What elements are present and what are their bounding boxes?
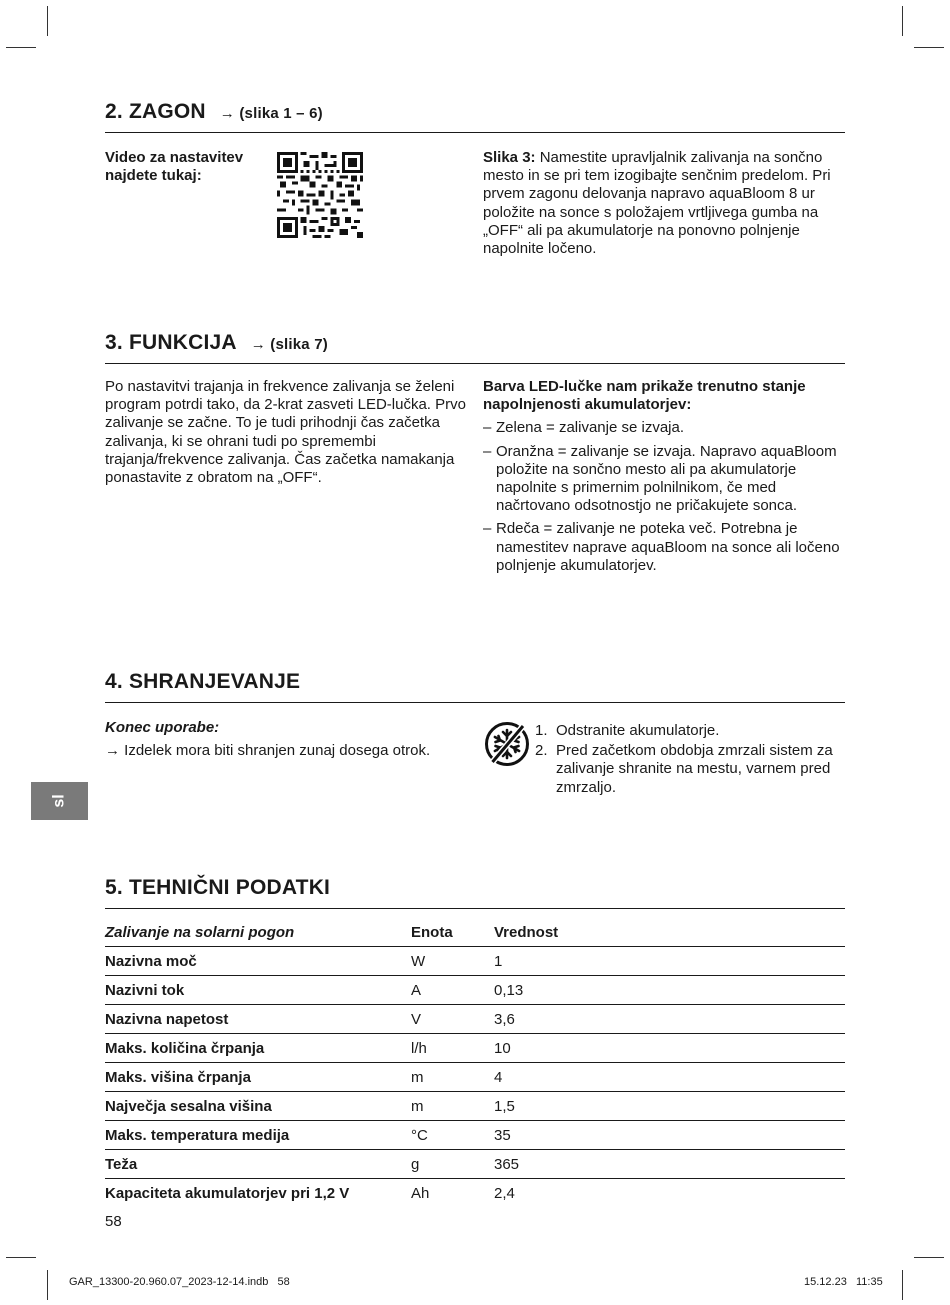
end-of-use-label: Konec uporabe: bbox=[105, 719, 220, 736]
section-rule bbox=[105, 908, 845, 909]
section-ref: → (slika 1 – 6) bbox=[219, 105, 323, 122]
section-ref: → (slika 7) bbox=[250, 336, 328, 353]
crop-mark bbox=[914, 1257, 944, 1258]
table-row: Maks. višina črpanja m 4 bbox=[105, 1063, 845, 1092]
storage-steps bbox=[535, 722, 845, 799]
table-row: Teža g 365 bbox=[105, 1150, 845, 1179]
page-number: 58 bbox=[105, 1213, 122, 1230]
no-frost-icon bbox=[484, 721, 530, 767]
section-title-shranjevanje: 4. SHRANJEVANJE bbox=[105, 670, 301, 693]
list-item: 2. Pred začetkom obdobja zmrzali sistem za zalivanje shranite na mestu, varnem pred zmrzaljo. bbox=[535, 742, 833, 796]
table-row: Maks. količina črpanja l/h 10 bbox=[105, 1034, 845, 1063]
table-header-row bbox=[105, 918, 845, 947]
language-tab: sl bbox=[31, 782, 88, 820]
footer-date: 15.12.23 11:35 bbox=[804, 1276, 883, 1288]
crop-mark bbox=[914, 47, 944, 48]
section-rule bbox=[105, 132, 845, 133]
crop-mark bbox=[47, 6, 48, 36]
video-label: Video za nastavitev najdete tukaj: bbox=[105, 149, 244, 185]
crop-mark bbox=[6, 1257, 36, 1258]
funkcija-paragraph: Po nastavitvi trajanja in frekvence zalivanja se želeni program potrdi tako, da 2-krat zasveti LED-lučka. Prvo zalivanje se začne. To je tudi prihodnji čas začetka zalivanja, ki se ohrani tudi po spremembi trajanja/frekvence zalivanja. Čas začetka namakanja ponastavite z obratom na „OFF“. bbox=[105, 378, 466, 487]
crop-mark bbox=[902, 6, 903, 36]
slika-text: Namestite upravljalnik zalivanja na sončno mesto in se pri tem izogibajte senčnim predelom. Pri prvem zagonu delovanja napravo aquaBloom 8 ur položite na sonce s položajem vrtljivega gumba na „OFF“ ali pa akumulatorje na ponovno polnjenje napolnite ločeno. bbox=[483, 149, 831, 258]
table-row: Največja sesalna višina m 1,5 bbox=[105, 1092, 845, 1121]
crop-mark bbox=[47, 1270, 48, 1300]
led-list bbox=[483, 419, 848, 575]
slika-label: Slika 3: bbox=[483, 149, 536, 166]
column-header: Enota bbox=[411, 918, 494, 947]
section-title-tehnicni: 5. TEHNIČNI PODATKI bbox=[105, 876, 331, 899]
column-header: Zalivanje na solarni pogon bbox=[105, 918, 411, 947]
table-row: Nazivni tok A 0,13 bbox=[105, 976, 845, 1005]
qr-code-icon[interactable] bbox=[277, 152, 363, 238]
table-row: Maks. temperatura medija °C 35 bbox=[105, 1121, 845, 1150]
list-item: – Rdeča = zalivanje ne poteka več. Potrebna je namestitev naprave aquaBloom na sonce ali ločeno polnjenje akumulatorjev. bbox=[483, 520, 840, 574]
end-of-use-text: → Izdelek mora biti shranjen zunaj dosega otrok. bbox=[105, 742, 431, 759]
table-row: Nazivna moč W 1 bbox=[105, 947, 845, 976]
table-row: Nazivna napetost V 3,6 bbox=[105, 1005, 845, 1034]
section-rule bbox=[105, 363, 845, 364]
list-item: – Zelena = zalivanje se izvaja. bbox=[483, 419, 685, 437]
slika-3-paragraph bbox=[483, 149, 848, 258]
list-item: 1. Odstranite akumulatorje. bbox=[535, 722, 720, 739]
crop-mark bbox=[6, 47, 36, 48]
led-color-block bbox=[483, 378, 848, 580]
section-title-zagon: 2. ZAGON → (slika 1 – 6) bbox=[105, 100, 323, 123]
section-rule bbox=[105, 702, 845, 703]
table-row: Kapaciteta akumulatorjev pri 1,2 V Ah 2,4 bbox=[105, 1184, 515, 1202]
tech-data-table bbox=[105, 918, 845, 1207]
footer-file: GAR_13300-20.960.07_2023-12-14.indb 58 bbox=[69, 1276, 290, 1288]
crop-mark bbox=[902, 1270, 903, 1300]
section-title-funkcija: 3. FUNKCIJA → (slika 7) bbox=[105, 331, 328, 354]
column-header: Vrednost bbox=[494, 918, 845, 947]
led-heading: Barva LED-lučke nam prikaže trenutno stanje napolnjenosti akumulatorjev: bbox=[483, 378, 806, 414]
list-item: – Oranžna = zalivanje se izvaja. Napravo aquaBloom položite na sončno mesto ali pa akumulatorje napolnite s primernim polnilnikom, če med načrtovano odsotnostjo ne pričakujete sonca. bbox=[483, 442, 837, 515]
